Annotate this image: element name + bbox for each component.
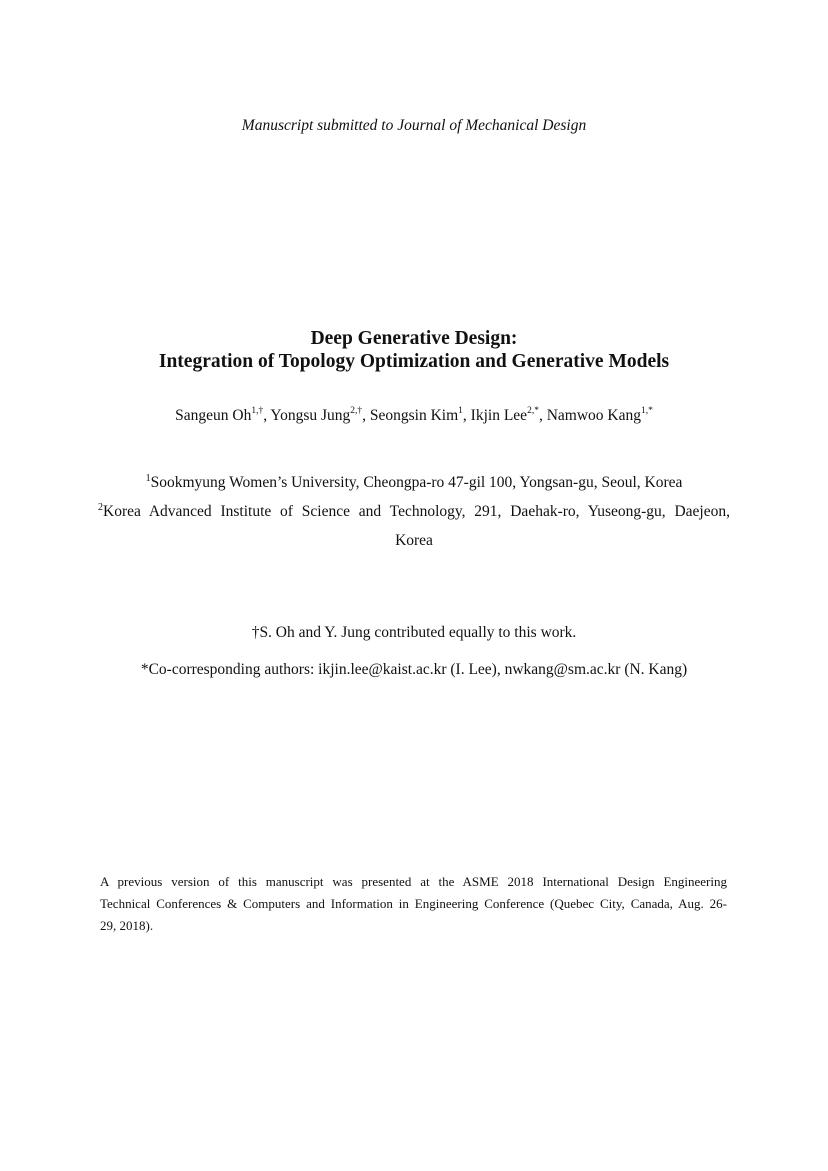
author-name: Yongsu Jung	[270, 407, 351, 425]
title-line-2: Integration of Topology Optimization and Generative Models	[158, 351, 670, 372]
footnote-line-3: 29, 2018).	[100, 918, 154, 933]
author-separator: ,	[263, 407, 271, 425]
author-name: Namwoo Kang	[546, 407, 641, 425]
affiliation-text: Sookmyung Women’s University, Cheongpa-ro 47-gil 100, Yongsan-gu, Seoul, Korea	[150, 474, 683, 492]
author-separator: ,	[362, 407, 370, 425]
author-list	[0, 407, 828, 425]
affiliation-mark: 1	[145, 473, 151, 484]
author-separator: ,	[462, 407, 471, 425]
journal-header-note: Manuscript submitted to Journal of Mechanical Design	[241, 117, 587, 134]
author-affil-mark: 1,*	[640, 406, 653, 416]
title-line-1: Deep Generative Design:	[310, 328, 518, 349]
affiliation-2	[98, 502, 730, 521]
author-affil-mark: 2,*	[527, 406, 539, 416]
affiliation-1	[98, 473, 730, 492]
author-affil-mark: 1	[458, 406, 463, 416]
author-name: Ikjin Lee	[470, 407, 528, 425]
affiliation-2-continued: Korea	[395, 532, 433, 549]
author-affil-mark: 1,†	[251, 406, 264, 416]
author-name: Seongsin Kim	[369, 407, 459, 425]
author-name: Sangeun Oh	[175, 407, 252, 425]
affiliation-text: Korea Advanced Institute of Science and Technology, 291, Daehak-ro, Yuseong-gu, Daejeon,	[103, 503, 730, 521]
author-separator: ,	[538, 407, 547, 425]
corresponding-authors-note: *Co-corresponding authors: ikjin.lee@kaist.ac.kr (I. Lee), nwkang@sm.ac.kr (N. Kang)	[140, 661, 688, 678]
footnote-line-2: Technical Conferences & Computers and Information in Engineering Conference (Quebec City, Canada, Aug. 26-	[100, 896, 727, 911]
footnote-line-1: A previous version of this manuscript was presented at the ASME 2018 International Design Engineering	[100, 874, 727, 889]
author-affil-mark: 2,†	[350, 406, 363, 416]
previous-version-footnote	[100, 871, 727, 937]
affiliation-mark: 2	[98, 502, 103, 513]
equal-contribution-note: †S. Oh and Y. Jung contributed equally to this work.	[251, 624, 577, 641]
paper-title	[0, 327, 828, 373]
